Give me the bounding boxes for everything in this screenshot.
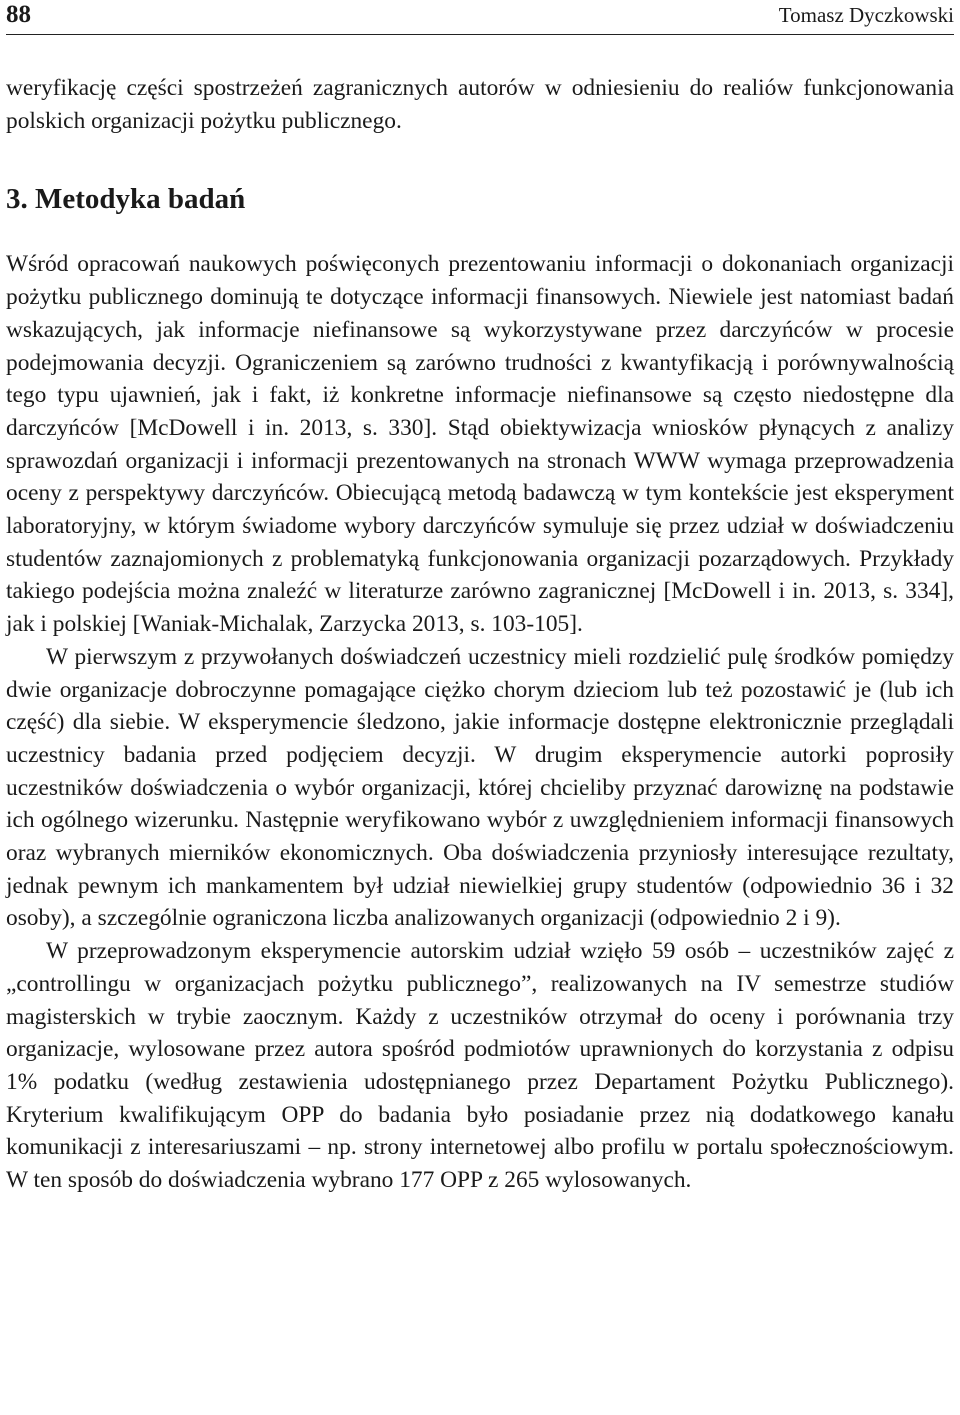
running-header bbox=[6, 0, 954, 35]
section-body bbox=[6, 248, 954, 1196]
section-heading: 3. Metodyka badań bbox=[6, 183, 246, 216]
paragraph-methodology: Wśród opracowań naukowych poświęconych prezentowaniu informacji o dokonaniach organizacji pożytku publicznego dominują te dotyczące informacji finansowych. Niewiele jest natomiast badań wskazujących, jak informacje niefinansowe są wykorzystywane przez darczyńców w procesie podejmowania decyzji. Ograniczeniem są zarówno trudności z kwantyfikacją i porównywalnością tego typu ujawnień, jak i fakt, iż konkretne informacje niefinansowe są często niedostępne dla darczyńców [McDowell i in. 2013, s. 330]. Stąd obiektywizacja wniosków płynących z analizy sprawozdań organizacji i informacji prezentowanych na stronach WWW wymaga przeprowadzenia oceny z perspektywy darczyńców. Obiecującą metodą badawczą w tym kontekście jest eksperyment laboratoryjny, w którym świadome wybory darczyńców symuluje się przez udział w doświadczeniu studentów zaznajomionych z problematyką funkcjonowania organizacji pozarządowych. Przykłady takiego podejścia można znaleźć w literaturze zarówno zagranicznej [McDowell i in. 2013, s. 334], jak i polskiej [Waniak-Michalak, Zarzycka 2013, s. 103-105]. bbox=[6, 251, 954, 638]
paragraph-intro-continuation: weryfikację części spostrzeżeń zagranicznych autorów w odniesieniu do realiów funkcjonowania polskich organizacji pożytku publicznego. bbox=[6, 75, 954, 134]
page-number: 88 bbox=[6, 1, 31, 28]
running-head-author: Tomasz Dyczkowski bbox=[778, 3, 954, 27]
paragraph-author-experiment: W przeprowadzonym eksperymencie autorskim udział wzięło 59 osób – uczestników zajęć z „controllingu w organizacjach pożytku publicznego”, realizowanych na IV semestrze studiów magisterskich w trybie zaocznym. Każdy z uczestników otrzymał do oceny i porównania trzy organizacje, wylosowane przez autora spośród podmiotów uprawnionych do korzystania z odpisu 1% podatku (według zestawienia udostępnianego przez Departament Pożytku Publicznego). Kryterium kwalifikującym OPP do badania było posiadanie przez nią dodatkowego kanału komunikacji z interesariuszami – np. strony internetowej albo profilu w portalu społecznościowym. W ten sposób do doświadczenia wybrano 177 OPP z 265 wylosowanych. bbox=[6, 938, 954, 1194]
paragraph-experiments: W pierwszym z przywołanych doświadczeń uczestnicy mieli rozdzielić pulę środków pomiędzy dwie organizacje dobroczynne pomagające ciężko chorym dzieciom lub też pozostawić je (lub ich część) dla siebie. W eksperymencie śledzono, jakie informacje dostępne elektronicznie przeglądali uczestnicy badania przed podjęciem decyzji. W drugim eksperymencie autorki poprosiły uczestników doświadczenia o wybór organizacji, której chcieliby przyznać darowiznę na podstawie ich ogólnego wizerunku. Następnie weryfikowano wybór z uwzględnieniem informacji finansowych oraz wybranych mierników ekonomicznych. Oba doświadczenia przyniosły interesujące rezultaty, jednak pewnym ich mankamentem był udział niewielkiej grupy studentów (odpowiednio 36 i 32 osoby), a szczególnie ograniczona liczba analizowanych organizacji (odpowiednio 2 i 9). bbox=[6, 643, 954, 932]
